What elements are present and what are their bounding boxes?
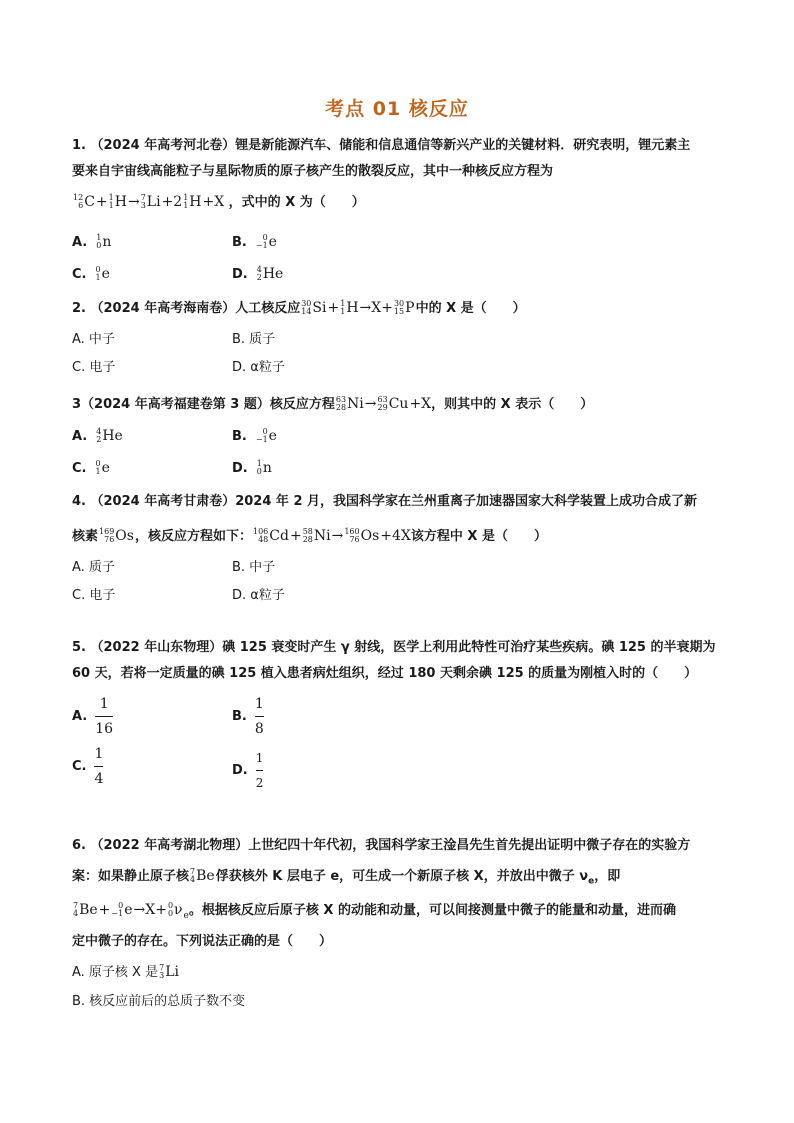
- q3-tail: ，则其中的 X 表示（ ）: [431, 397, 594, 412]
- q2-option-c[interactable]: C. 电子: [72, 360, 116, 375]
- q6-line1: 6. （2022 年高考湖北物理）上世纪四十年代初，我国科学家王淦昌先生首先提出证明中微子存在的实验方: [72, 838, 691, 853]
- q2-head: 2. （2024 年高考海南卷）人工核反应: [72, 301, 301, 316]
- q6-line2c: ，即: [594, 869, 621, 884]
- q5-line1: 5. （2022 年山东物理）碘 125 衰变时产生 γ 射线，医学上利用此特性可治疗某些疾病。碘 125 的半衰期为: [72, 640, 716, 655]
- q1-line2: 要来自宇宙线高能粒子与星际物质的原子核产生的散裂反应，其中一种核反应方程为: [72, 164, 554, 179]
- q5-option-d[interactable]: D. $\frac{1}{2}$: [232, 751, 264, 790]
- q4-option-c[interactable]: C. 电子: [72, 588, 116, 603]
- q1-tail: ，式中的 X 为（ ）: [228, 195, 365, 210]
- q6-line3: [72, 900, 676, 926]
- q6-li-nuclide: 7 3 Li: [159, 963, 179, 980]
- q4-option-b[interactable]: B. 中子: [232, 560, 276, 575]
- q1-line1: 1. （2024 年高考河北卷）锂是新能源汽车、储能和信息通信等新兴产业的关键材料．研究表明，锂元素主: [72, 138, 691, 153]
- q6-equation: 7 4 Be+ 0 −1 e→X+ 0 0 $\nu_e$: [73, 901, 189, 921]
- q5-option-a[interactable]: A. $\frac{1}{16}$: [72, 696, 114, 737]
- q4-pre: 核素: [72, 529, 99, 544]
- q1-option-a[interactable]: A. 1 0 n: [72, 233, 112, 250]
- q4-equation: 106 48 Cd+ 58 28 Ni→ 160 76 Os+4X: [252, 527, 411, 544]
- q6-line4: 定中微子的存在。下列说法正确的是（ ）: [72, 934, 333, 949]
- q3-equation: 63 28 Ni→ 63 29 Cu+X: [335, 395, 432, 412]
- q6-option-b[interactable]: B. 核反应前后的总质子数不变: [72, 994, 246, 1009]
- q6-line3-text: 。根据核反应后原子核 X 的动能和动量，可以间接测量中微子的能量和动量，进而确: [188, 903, 676, 918]
- page-title: 考点 01 核反应: [325, 98, 469, 120]
- q3-option-b[interactable]: B. 0 −1 e: [232, 427, 277, 444]
- q2-option-d[interactable]: D. α粒子: [232, 360, 285, 375]
- q5-option-c[interactable]: C. $\frac{1}{4}$: [72, 746, 104, 787]
- q2-option-b[interactable]: B. 质子: [232, 332, 276, 347]
- q4-option-d[interactable]: D. α粒子: [232, 588, 285, 603]
- q5-line2: 60 天，若将一定质量的碘 125 植入患者病灶组织，经过 180 天剩余碘 125 的质量为刚植入时的（ ）: [72, 666, 698, 681]
- q3-option-c[interactable]: C. 0 1 e: [72, 459, 110, 476]
- q3-option-d[interactable]: D. 1 0 n: [232, 459, 272, 476]
- q4-nuclide: 169 76 Os: [99, 527, 134, 544]
- q4-line2: [72, 526, 547, 547]
- q2-line: [72, 298, 526, 319]
- q1-option-b[interactable]: B. 0 −1 e: [232, 233, 277, 250]
- q1-option-d[interactable]: D. 4 2 He: [232, 265, 284, 282]
- q6-line2b: 俘获核外 K 层电子 e，可生成一个新原子核 X，并放出中微子 ν: [215, 869, 589, 884]
- q6-be-nuclide: 7 4 Be: [190, 867, 215, 884]
- q4-line1: 4. （2024 年高考甘肃卷）2024 年 2 月，我国科学家在兰州重离子加速器国家大科学装置上成功合成了新: [72, 494, 698, 509]
- q2-equation: 30 14 Si+ 1 1 H→X+ 30 15 P: [301, 299, 415, 316]
- q2-option-a[interactable]: A. 中子: [72, 332, 115, 347]
- q6-line2: 案：如果静止原子核 7 4 Be俘获核外 K 层电子 e，可生成一个新原子核 X，并放出中微子 $\nu_e$，即: [72, 867, 621, 887]
- q6-line2a: 案：如果静止原子核: [72, 869, 190, 884]
- q5-option-b[interactable]: B. $\frac{1}{8}$: [232, 696, 264, 737]
- q6-option-a[interactable]: [72, 962, 180, 983]
- q4-mid: ，核反应方程如下：: [134, 529, 252, 544]
- q2-tail: 中的 X 是（ ）: [415, 301, 526, 316]
- q3-option-a[interactable]: A. 4 2 He: [72, 427, 123, 444]
- q4-option-a[interactable]: A. 质子: [72, 560, 115, 575]
- q1-option-c[interactable]: C. 0 1 e: [72, 265, 110, 282]
- q3-line: [72, 394, 593, 415]
- q1-equation: 12 6 C+ 1 1 H→ 7 3 Li+2 1 1 H+X: [73, 193, 229, 210]
- q4-tail: 该方程中 X 是（ ）: [410, 529, 547, 544]
- q3-head: 3（2024 年高考福建卷第 3 题）核反应方程: [72, 397, 335, 412]
- q6-option-a-text: A. 原子核 X 是: [72, 965, 159, 980]
- q1-equation-line: [72, 192, 365, 213]
